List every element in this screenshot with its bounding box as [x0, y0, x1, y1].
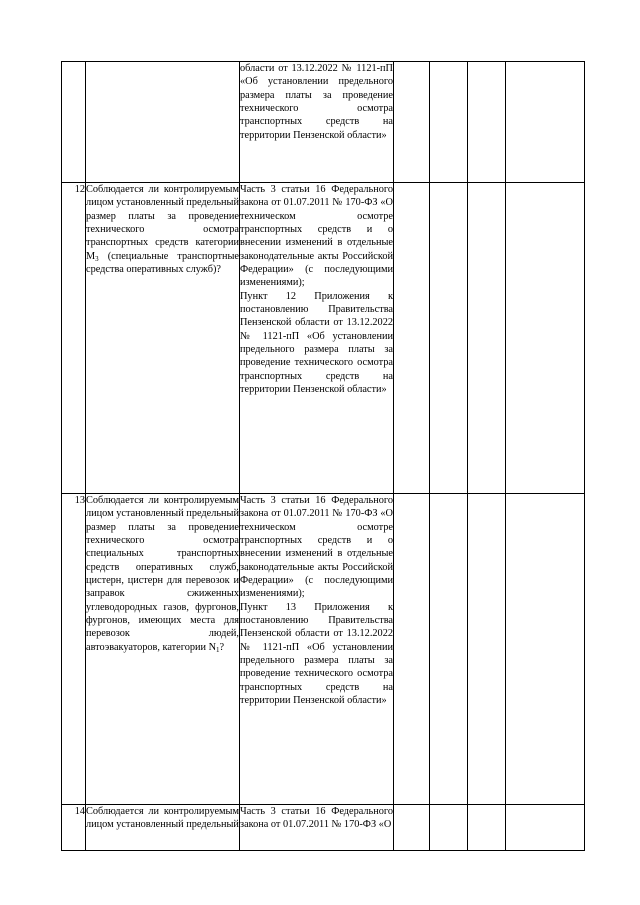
- answer-cell-no: [430, 805, 468, 851]
- row-number: 12: [62, 183, 86, 494]
- answer-cell-no: [430, 494, 468, 805]
- notes-cell: [506, 62, 585, 183]
- answer-cell-na: [468, 494, 506, 805]
- table-row: [62, 805, 585, 851]
- answer-cell-yes: [394, 805, 430, 851]
- legal-basis-text: Часть 3 статьи 16 Федерального закона от 01.07.2011 № 170-ФЗ «О: [240, 806, 393, 831]
- legal-basis-text: области от 13.12.2022 № 1121-пП «Об установлении предельного размера платы за проведение технического осмотра транспортных средств на территории Пензенской области»: [240, 63, 393, 141]
- answer-cell-yes: [394, 62, 430, 183]
- row-number: 13: [62, 494, 86, 805]
- question-tail: ?: [219, 641, 225, 653]
- category-subscript: 1: [216, 645, 220, 654]
- table-row: [62, 494, 585, 805]
- answer-cell-na: [468, 183, 506, 494]
- question-cell: Соблюдается ли контролируемым лицом установленный предельный: [86, 805, 240, 851]
- row-number: 14: [62, 805, 86, 851]
- legal-basis-cell: [240, 494, 394, 805]
- answer-cell-no: [430, 62, 468, 183]
- question-cell: [86, 494, 240, 805]
- question-cell: [86, 183, 240, 494]
- legal-basis-cell: [240, 62, 394, 183]
- question-text: Соблюдается ли контролируемым лицом установленный предельный размер платы за проведение технического осмотра специальных транспортных средств оперативных служб, цистерн, цистерн для перевозок и заправок сжиженных углеводородных газов, фургонов, фургонов, имеющих места для перевозок людей, автоэвакуаторов, категории N: [86, 495, 239, 653]
- legal-basis-cell: [240, 183, 394, 494]
- checklist-table: [61, 61, 585, 851]
- notes-cell: [506, 183, 585, 494]
- category-subscript: 3: [95, 254, 99, 263]
- question-text: Соблюдается ли контролируемым лицом установленный предельный размер платы за проведение технического осмотра транспортных средств категории M: [86, 184, 239, 262]
- legal-basis-cell: [240, 805, 394, 851]
- answer-cell-no: [430, 183, 468, 494]
- notes-cell: [506, 494, 585, 805]
- table-row: [62, 62, 585, 183]
- row-number: [62, 62, 86, 183]
- legal-basis-resolution: Пункт 13 Приложения к постановлению Правительства Пензенской области от 13.12.2022 № 1121-пП «Об установлении предельного размера платы за проведение технического осмотра транспортных средств на территории Пензенской области»: [240, 601, 393, 707]
- answer-cell-yes: [394, 183, 430, 494]
- question-tail: (специальные транспортные средства оперативных служб)?: [86, 250, 239, 276]
- answer-cell-na: [468, 62, 506, 183]
- answer-cell-yes: [394, 494, 430, 805]
- legal-basis-resolution: Пункт 12 Приложения к постановлению Правительства Пензенской области от 13.12.2022 № 1121-пП «Об установлении предельного размера платы за проведение технического осмотра транспортных средств на территории Пензенской области»: [240, 290, 393, 396]
- legal-basis-law: Часть 3 статьи 16 Федерального закона от 01.07.2011 № 170-ФЗ «О техническом осмотре транспортных средств и о внесении изменений в отдельные законодательные акты Российской Федерации» (с последующими изменениями);: [240, 184, 393, 289]
- table-row: [62, 183, 585, 494]
- legal-basis-law: Часть 3 статьи 16 Федерального закона от 01.07.2011 № 170-ФЗ «О техническом осмотре транспортных средств и о внесении изменений в отдельные законодательные акты Российской Федерации» (с последующими изменениями);: [240, 495, 393, 600]
- question-cell: [86, 62, 240, 183]
- notes-cell: [506, 805, 585, 851]
- answer-cell-na: [468, 805, 506, 851]
